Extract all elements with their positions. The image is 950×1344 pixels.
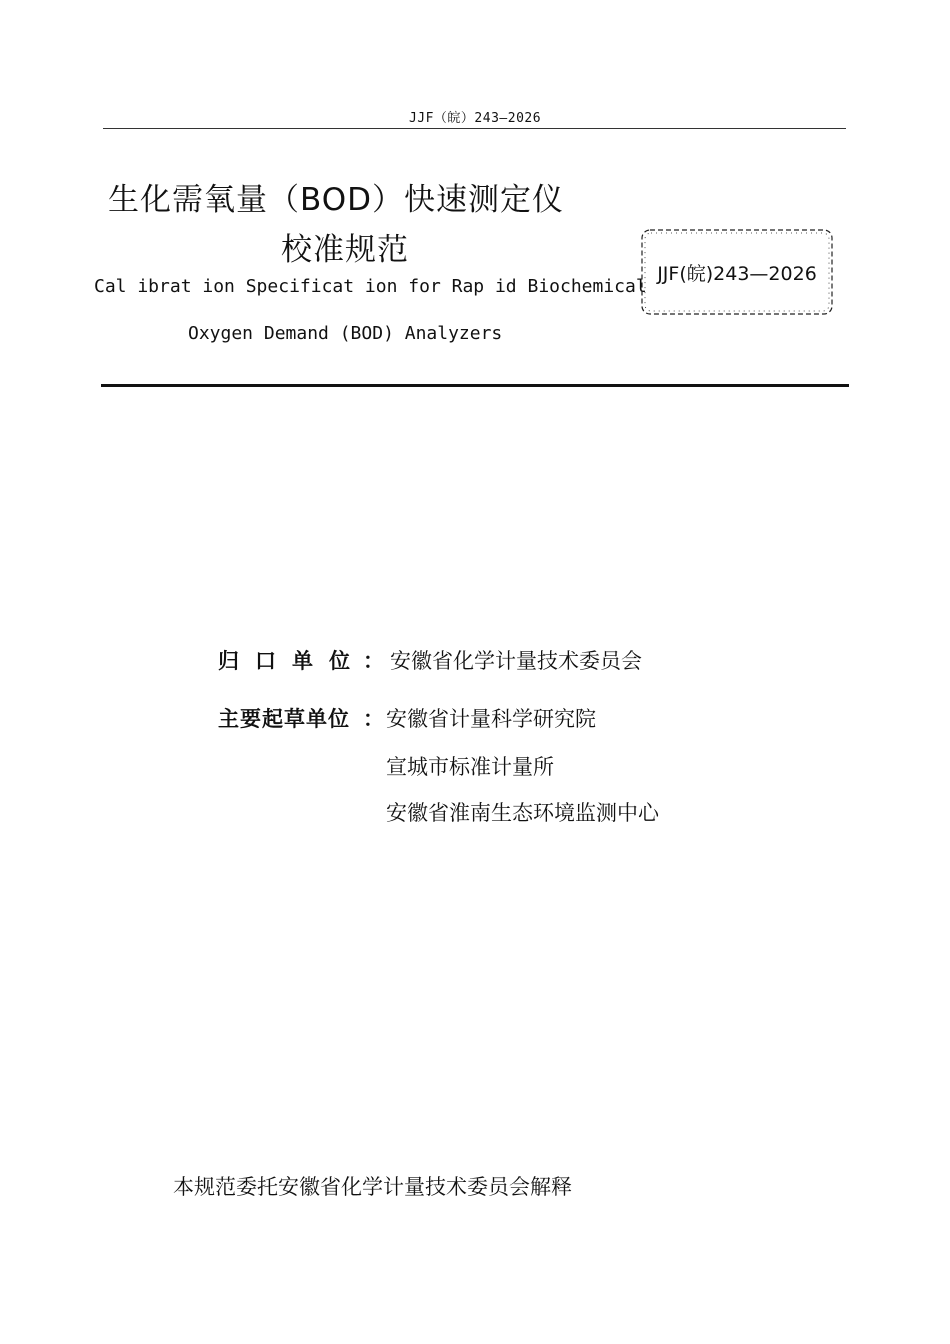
drafting-unit-label: 主要起草单位 [218, 707, 350, 731]
responsible-unit-colon: ： [363, 649, 384, 673]
title-zh-line-1: 生化需氧量（BOD）快速测定仪 [108, 182, 564, 218]
responsible-unit-value: 安徽省化学计量技术委员会 [390, 649, 642, 673]
responsible-unit-label: 归口单位 [218, 649, 366, 673]
title-zh-line-2: 校准规范 [281, 232, 409, 268]
header-divider [103, 128, 846, 129]
drafting-unit-value-2: 宣城市标准计量所 [386, 755, 554, 779]
drafting-unit-value-1: 安徽省计量科学研究院 [386, 707, 596, 731]
drafting-unit-colon: ： [363, 707, 384, 731]
title-divider [101, 384, 849, 387]
standard-code-stamp [639, 227, 835, 317]
header-standard-code: JJF（皖）243—2026 [408, 111, 542, 126]
interpretation-note: 本规范委托安徽省化学计量技术委员会解释 [173, 1175, 572, 1199]
stamp-code-text: JJF(皖)243—2026 [657, 262, 817, 285]
title-en-line-1: Cal ibrat ion Specificat ion for Rap id Biochemical [94, 276, 647, 297]
title-en-line-2: Oxygen Demand (BOD) Analyzers [188, 323, 503, 344]
drafting-unit-value-3: 安徽省淮南生态环境监测中心 [386, 801, 659, 825]
